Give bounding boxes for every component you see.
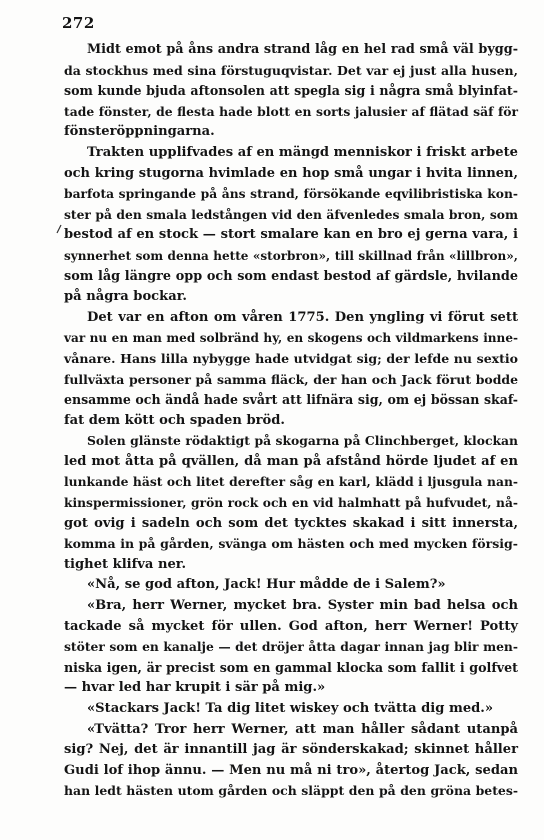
text-line: fullväxta personer på samma fläck, der han och Jack förut bodde [64, 371, 518, 387]
text-line: fat dem kött och spaden bröd. [64, 412, 285, 428]
text-line: vånare. Hans lilla nybygge hade utvidgat sig; der lefde nu sextio [64, 350, 518, 366]
text-line: tackade så mycket för ullen. God afton, herr Werner! Potty [64, 618, 518, 634]
text-line: «Nå, se god afton, Jack! Hur mådde de i Salem?» [87, 577, 446, 593]
text-line: — hvar led har krupit i sär på mig.» [64, 680, 326, 696]
text-line: led mot åtta på qvällen, då man på afstånd hörde ljudet af en [64, 453, 518, 469]
text-line: ster på den smala ledstången vid den äfvenledes smala bron, som [64, 206, 518, 222]
text-line: got ovig i sadeln och som det tycktes skakad i sitt innersta, [64, 515, 518, 531]
text-line: som kunde bjuda aftonsolen att spegla sig i några små blyinfat- [64, 83, 518, 99]
text-line: han ledt hästen utom gården och släppt den på den gröna betes- [64, 783, 518, 799]
text-line: komma in på gården, svänga om hästen och med mycken försig- [64, 536, 518, 552]
text-line: Solen glänste rödaktigt på skogarna på Clinchberget, klockan [87, 433, 518, 449]
text-line: tighet klifva ner. [64, 556, 187, 572]
text-line: Trakten upplifvades af en mängd menniskor i friskt arbete [87, 144, 518, 160]
body-text [64, 40, 518, 802]
text-line: «Bra, herr Werner, mycket bra. Syster min bad helsa och [87, 598, 518, 614]
text-line: sig? Nej, det är innantill jag är sönderskakad; skinnet håller [64, 742, 518, 758]
text-line: som låg längre opp och som endast bestod af gärdsle, hvilande [64, 268, 518, 284]
text-line: kinspermissioner, grön rock och en vid halmhatt på hufvudet, nå- [64, 495, 518, 511]
text-line: Det var en afton om våren 1775. Den yngling vi förut sett [87, 309, 518, 325]
text-line: Midt emot på åns andra strand låg en hel rad små väl bygg- [87, 42, 518, 57]
text-line: ensamme och ändå hade svårt att lifnära sig, om ej bössan skaf- [64, 392, 518, 408]
text-line: lunkande häst och litet derefter såg en karl, klädd i ljusgula nan- [64, 474, 518, 490]
text-line: niska igen, är precist som en gammal klocka som fallit i golfvet [64, 659, 518, 675]
text-line: «Stackars Jack! Ta dig litet wiskey och tvätta dig med.» [87, 701, 494, 716]
text-line: da stockhus med sina förstuguqvistar. Det var ej just alla husen, [64, 62, 518, 78]
text-line: fönsteröppningarna. [64, 124, 215, 140]
text-line: Gudi lof ihop ännu. — Men nu må ni tro», återtog Jack, sedan [64, 762, 518, 778]
text-line: synnerhet som denna hette «storbron», till skillnad från «lillbron», [64, 248, 518, 263]
text-line: på några bockar. [64, 289, 187, 305]
text-line: stöter som en kanalje — det dröjer åtta dagar innan jag blir men- [64, 639, 518, 655]
text-line: bestod af en stock — stort smalare kan en bro ej gerna vara, i [64, 227, 518, 243]
page-number: 272 [62, 14, 95, 32]
text-line: och kring stugorna hvimlade en hop små ungar i hvita linnen, [64, 165, 518, 181]
text-line: «Tvätta? Tror herr Werner, att man håller sådant utanpå [87, 721, 518, 737]
margin-tick-mark [56, 224, 62, 234]
text-line: var nu en man med solbränd hy, en skogens och vildmarkens inne- [64, 331, 518, 346]
text-line: barfota springande på åns strand, försökande eqvilibristiska kon- [64, 186, 518, 202]
text-line: tade fönster, de flesta hade blott en sorts jalusier af flätad säf för [64, 103, 518, 119]
